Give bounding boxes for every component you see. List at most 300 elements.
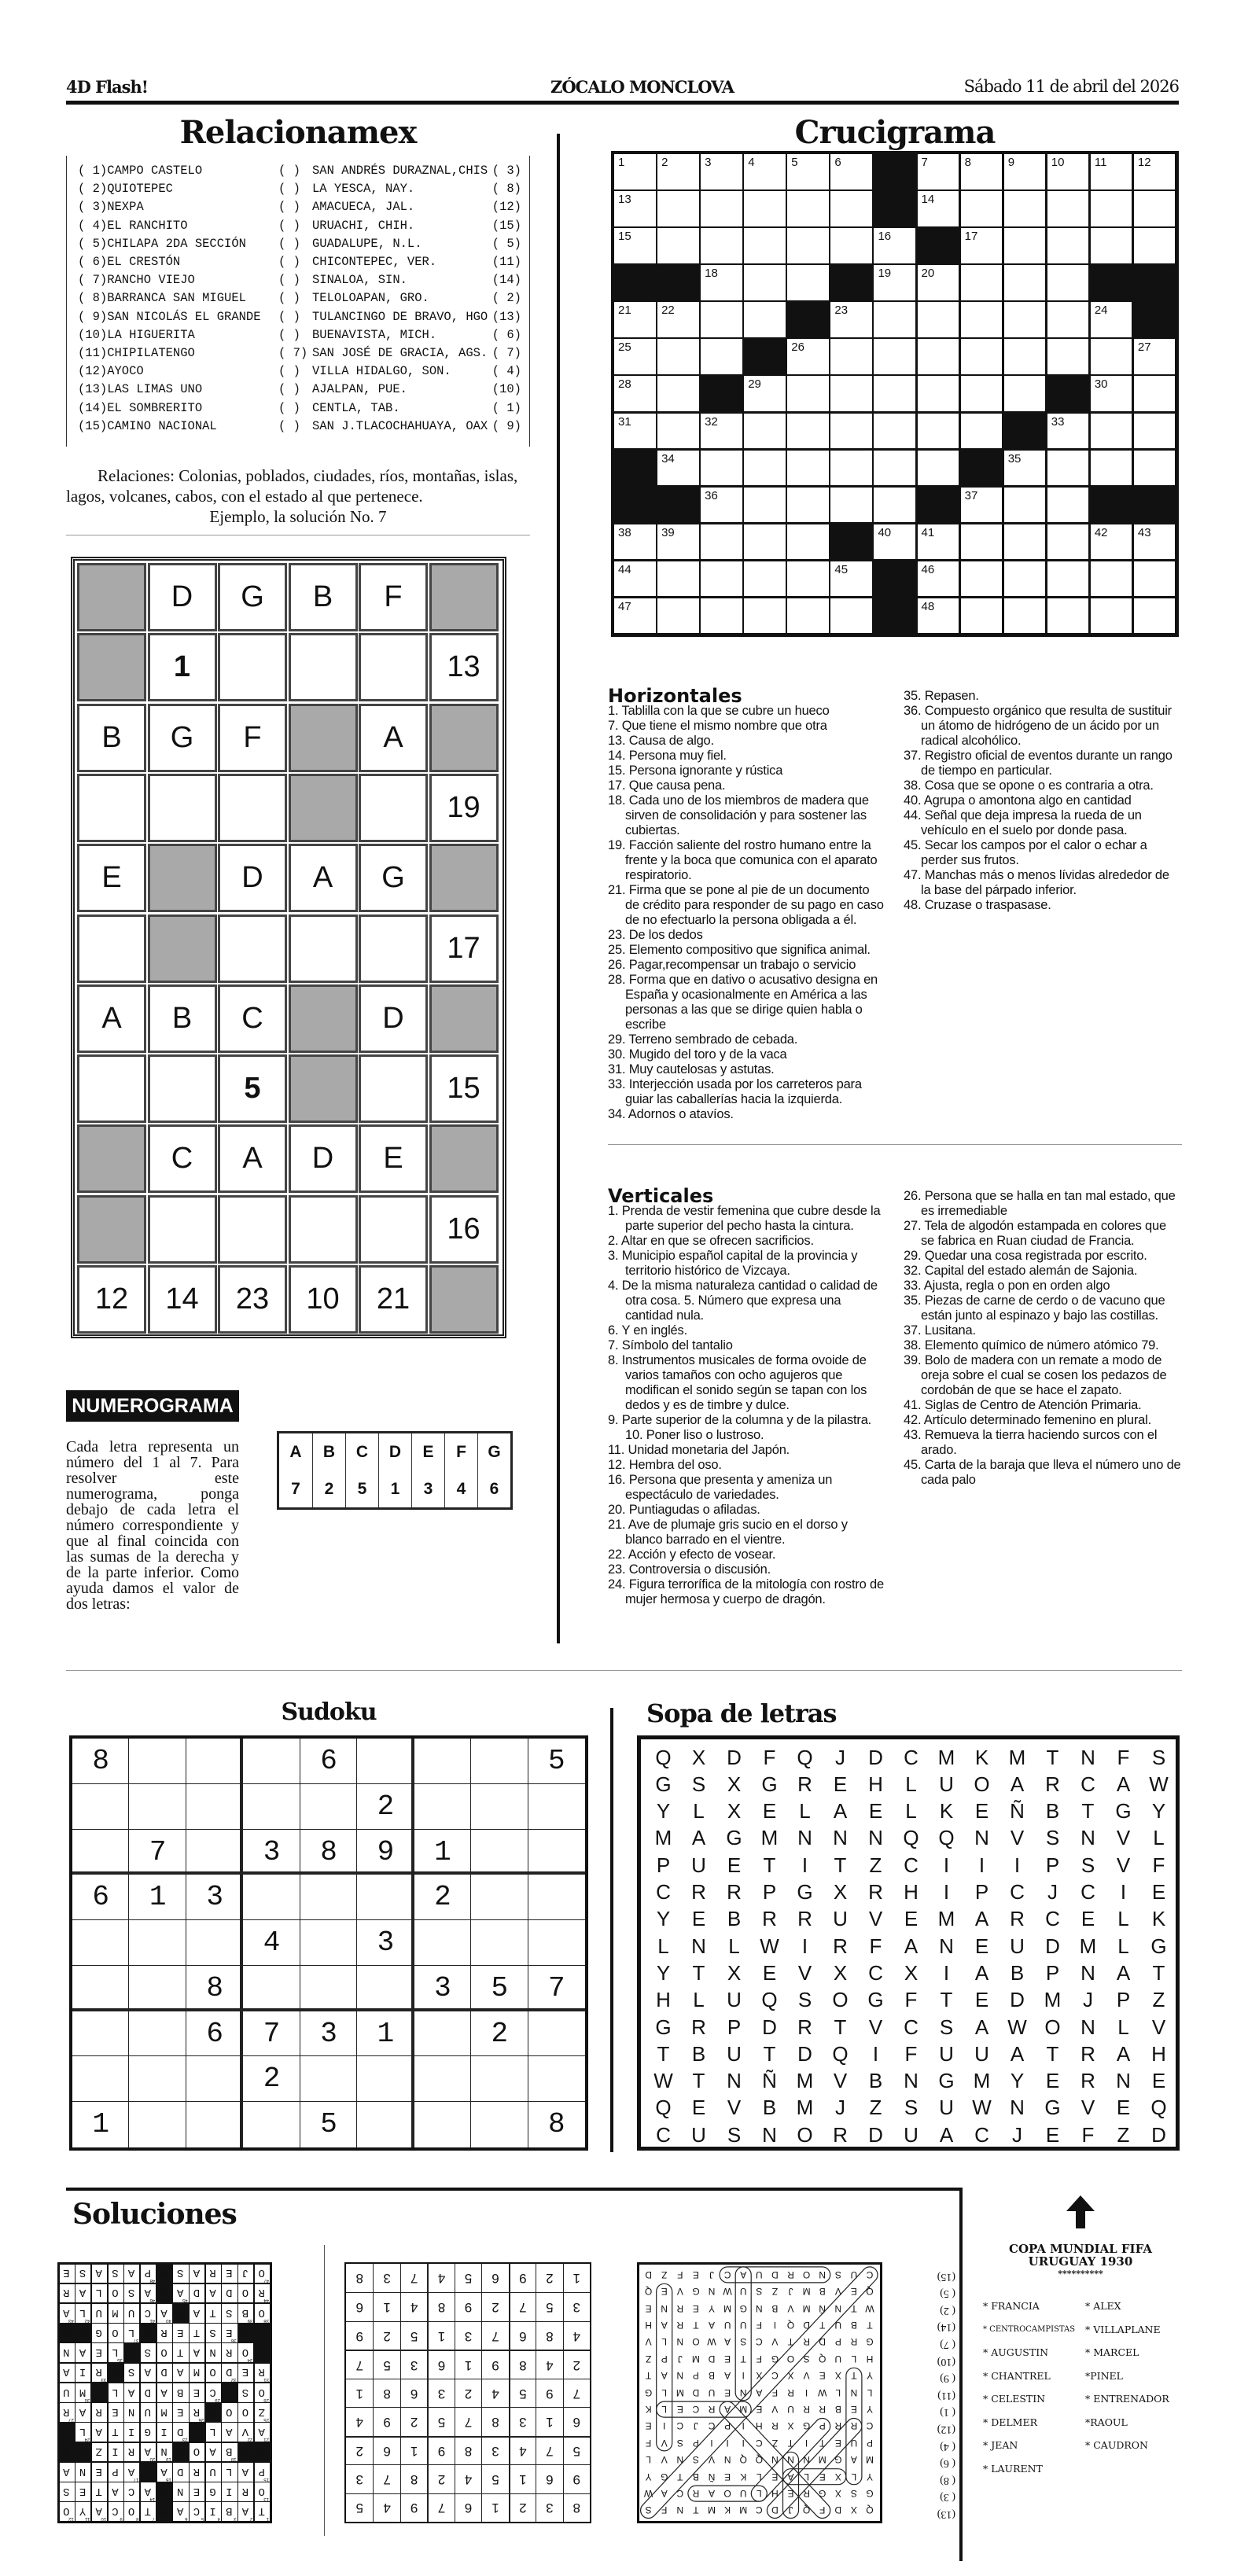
solution-letter-cell: G <box>644 2386 653 2398</box>
clue-number: 5 <box>201 2516 204 2521</box>
letter-cell: N <box>974 1826 989 1850</box>
clue-number: 7 <box>152 2516 156 2521</box>
solution-letter-cell: J <box>709 2269 714 2280</box>
solution-letter-cell: L <box>756 2471 762 2482</box>
clue: 12. Hembra del oso. <box>608 1458 722 1472</box>
sudoku-solution-cell: 9 <box>509 2264 536 2292</box>
relacionamex-row <box>78 346 521 364</box>
solution-letter-cell: C <box>866 2420 874 2432</box>
solution-letter-cell: R <box>850 2420 858 2432</box>
letter-cell: M <box>796 2096 814 2120</box>
solution-letter-cell: Q <box>644 2286 653 2298</box>
clue-number: 38 <box>263 2317 269 2323</box>
solution-letter-cell: X <box>850 2504 857 2516</box>
solution-letter-cell: R <box>692 2488 700 2500</box>
crossword-cell <box>1134 376 1176 411</box>
crossword-cell <box>1004 302 1046 337</box>
letter-cell: X <box>727 1799 742 1823</box>
crossword-cell <box>1047 524 1089 560</box>
letter-cell: Y <box>656 1907 671 1931</box>
crossword-cell <box>1091 228 1132 263</box>
crossword-solution-row: OBSTA#ACUMULA <box>53 2306 265 2319</box>
sudoku-solution-cell: 1 <box>455 2350 481 2378</box>
clue: 8. Instrumentos musicales de forma ovoide de varios tamaños con ocho agujeros que modifican el sonido según se tapan con los dedos y es de timbre y dulce. <box>608 1353 867 1412</box>
sudoku-solution-cell: 5 <box>427 2407 454 2435</box>
sudoku-solution-cell: 4 <box>536 2350 562 2378</box>
crossword-cell <box>744 191 786 226</box>
solution-letter-cell: H <box>771 2488 779 2500</box>
clue: 1. Tablilla con la que se cubre un hueco <box>608 704 830 718</box>
shaded-cell <box>429 1124 499 1193</box>
solution-letter-cell: M <box>802 2286 811 2298</box>
copa-word: * FRANCIA <box>983 2300 1040 2312</box>
crossword-cell: 4 <box>744 154 786 190</box>
crossword-cell: 44 <box>614 561 656 597</box>
clue: 23. De los dedos <box>608 928 703 942</box>
letter-cell: L <box>728 1934 740 1958</box>
relacionamex-number: ( 4) <box>491 364 521 379</box>
letter-cell: X <box>904 1960 919 1985</box>
letter-cell: U <box>833 1907 848 1931</box>
crossword-cell: 22 <box>657 302 699 337</box>
crossword-solution-row: ##BAO#NARIZ## <box>53 2445 265 2458</box>
letter-cell: X <box>691 1745 706 1769</box>
sudoku-solution-cell: 2 <box>481 2292 508 2320</box>
letter-cell: E <box>762 1799 777 1823</box>
letter-cell: Y <box>1010 2069 1025 2093</box>
solution-letter-cell: A <box>709 2488 716 2500</box>
numerograma-cell: D <box>359 984 428 1053</box>
crossword-cell: 33 <box>1047 414 1089 449</box>
letter-cell: U <box>691 2122 706 2147</box>
crossword-cell: 5 <box>787 154 829 190</box>
crossword-cell: 29 <box>744 376 786 411</box>
numerograma-cell <box>218 1195 287 1264</box>
header-rule <box>66 101 1179 105</box>
solution-letter-cell: C <box>723 2269 731 2280</box>
copa-word: *PINEL <box>1085 2369 1123 2382</box>
relacionamex-row <box>78 255 521 273</box>
numerograma-cell: C <box>148 1124 217 1193</box>
letter-cell: P <box>974 1880 989 1904</box>
letter-cell: D <box>727 1745 742 1769</box>
solution-letter-cell: B <box>819 2286 826 2298</box>
relacionamex-answer-slot: ( ) <box>278 309 300 324</box>
solution-letter-cell: N <box>739 2386 747 2398</box>
clue: 32. Capital del estado alemán de Sajonia. <box>904 1264 1138 1278</box>
crossword-cell: 40 <box>874 524 915 560</box>
relacionamex-answer-slot: ( ) <box>278 364 300 379</box>
solution-letter-cell: I <box>742 2437 745 2449</box>
solution-letter-cell: X <box>756 2370 763 2382</box>
sudoku-solution-cell: 8 <box>400 2464 427 2493</box>
letter-cell: O <box>1044 2015 1061 2039</box>
solution-letter-cell: G <box>692 2286 700 2298</box>
solution-letter-cell: L <box>804 2471 809 2482</box>
sudoku-solution-cell: 9 <box>455 2292 481 2320</box>
clue: 45. Carta de la baraja que lleva el número uno de cada palo <box>904 1458 1181 1487</box>
solution-letter-cell: N <box>708 2286 716 2298</box>
clue-number: 19 <box>166 2456 171 2462</box>
solution-letter-cell: E <box>724 2471 731 2482</box>
clue: 36. Compuesto orgánico que resulta de sustituir un átomo de hidrógeno de un ácido por un radical alcohólico. <box>904 704 1172 748</box>
solution-letter-cell: I <box>726 2437 729 2449</box>
numerograma-cell <box>218 633 287 701</box>
solution-letter-cell: N <box>676 2454 684 2466</box>
crossword-cell <box>787 376 829 411</box>
sudoku-solution-cell: 1 <box>373 2292 399 2320</box>
solution-letter-cell: E <box>692 2302 699 2314</box>
sudoku-solution-cell: 5 <box>509 2379 536 2407</box>
numerograma-cell: A <box>77 984 146 1053</box>
letter-cell: N <box>691 1934 706 1958</box>
letter-cell: R <box>762 1907 777 1931</box>
sudoku-solution-cell: 5 <box>346 2493 373 2522</box>
solution-letter-cell: A <box>724 2404 731 2416</box>
crossword-cell: 6 <box>830 154 872 190</box>
letter-cell: I <box>943 1960 950 1985</box>
shaded-cell <box>429 844 499 912</box>
solution-letter-cell: N <box>723 2454 731 2466</box>
solution-letter-cell: W <box>643 2488 653 2500</box>
crossword-cell <box>1004 524 1046 560</box>
numerograma-cell: 5 <box>218 1054 287 1123</box>
column-divider <box>610 1708 613 2152</box>
letter-cell: I <box>943 1853 950 1877</box>
letter-cell: I <box>1014 1853 1021 1877</box>
crossword-cell <box>874 302 915 337</box>
numerograma-cell: D <box>218 844 287 912</box>
relacionamex-answer-slot: ( ) <box>278 273 300 288</box>
relacionamex-place: (14)EL SOMBRERITO <box>78 400 203 415</box>
clue-number: 1 <box>266 2516 269 2521</box>
solution-letter-cell: V <box>771 2336 779 2348</box>
crossword-cell <box>657 191 699 226</box>
relacionamex-answer-slot: ( ) <box>278 327 300 342</box>
clue-number: 47 <box>263 2278 269 2283</box>
crossword-cell: 41 <box>918 524 959 560</box>
relacionamex-place: ( 9)SAN NICOLÁS EL GRANDE <box>78 309 261 324</box>
letter-cell: R <box>1045 1772 1060 1796</box>
crossword-cell <box>787 561 829 597</box>
letter-cell: O <box>832 1988 849 2012</box>
key-letter: A <box>289 1442 302 1461</box>
sudoku-row: 1 5 8 <box>92 2108 606 2141</box>
solution-letter-cell: V <box>661 2454 668 2466</box>
letter-cell: S <box>1151 1745 1166 1769</box>
sudoku-solution-cell: 5 <box>400 2321 427 2350</box>
solution-letter-cell: J <box>677 2353 683 2364</box>
numerograma-cell <box>289 1195 358 1264</box>
sudoku-solution-cell: 5 <box>373 2350 399 2378</box>
word-oval <box>657 2283 672 2451</box>
relacionamex-solution-item: ( 2) <box>940 2304 955 2317</box>
letter-cell: Q <box>903 1826 919 1850</box>
letter-cell: N <box>1080 1960 1095 1985</box>
sudoku-solution <box>344 2262 591 2523</box>
shaded-cell <box>429 704 499 772</box>
relacionamex-state: LA YESCA, NAY. <box>312 182 415 197</box>
relacionamex-row <box>78 401 521 419</box>
letter-cell: N <box>904 2069 919 2093</box>
relacionamex-state: URUACHI, CHIH. <box>312 218 415 233</box>
letter-cell: I <box>978 1853 985 1877</box>
word-oval <box>720 2267 830 2283</box>
letter-cell: R <box>1080 2069 1095 2093</box>
numerograma-cell: 21 <box>359 1265 428 1334</box>
sudoku-row: 4 3 <box>92 1926 606 1960</box>
letter-cell: E <box>727 1853 742 1877</box>
sudoku-solution-cell: 2 <box>509 2493 536 2522</box>
numerograma-cell: 23 <box>218 1265 287 1334</box>
letter-cell: G <box>655 2015 672 2039</box>
clue-number: 25 <box>263 2416 269 2422</box>
crossword-cell <box>701 339 742 374</box>
numerograma-cell: B <box>148 984 217 1053</box>
letter-cell: B <box>1010 1960 1025 1985</box>
letter-cell: U <box>904 2122 919 2147</box>
letter-cell: A <box>904 1934 919 1958</box>
solution-letter-cell: B <box>709 2370 716 2382</box>
solution-letter-cell: A <box>756 2386 763 2398</box>
relacionamex-solution-item: ( 7) <box>940 2339 955 2350</box>
solution-letter-cell: U <box>850 2269 858 2280</box>
letter-cell: A <box>691 1826 706 1850</box>
crossword-cell <box>701 561 742 597</box>
solution-letter-cell: K <box>724 2504 731 2516</box>
solution-letter-cell: H <box>645 2320 652 2331</box>
letter-cell: F <box>1117 1745 1130 1769</box>
solution-letter-cell: P <box>867 2437 874 2449</box>
crossword-cell: 16 <box>874 228 915 263</box>
solution-letter-cell: M <box>691 2353 700 2364</box>
crossword-cell <box>1134 228 1176 263</box>
solution-letter-cell: D <box>819 2336 826 2348</box>
letter-cell: F <box>1152 1853 1165 1877</box>
black-square <box>787 302 829 337</box>
relacionamex-number: (10) <box>491 382 521 397</box>
solution-letter-cell: P <box>692 2437 699 2449</box>
letter-cell: L <box>1117 2015 1129 2039</box>
solution-letter-cell: G <box>739 2302 747 2314</box>
crossword-cell: 7 <box>918 154 959 190</box>
crossword-cell <box>961 339 1003 374</box>
letter-cell: F <box>904 1988 918 2012</box>
relacionamex-state: SINALOA, SIN. <box>312 273 407 288</box>
sudoku-solution-cell: 8 <box>427 2292 454 2320</box>
relacionamex-state: SAN ANDRÉS DURAZNAL,CHIS <box>312 164 488 178</box>
crossword-cell: 18 <box>701 265 742 300</box>
numerograma-cell <box>359 1195 428 1264</box>
solution-letter-cell: R <box>850 2336 858 2348</box>
relacionamex-place: ( 5)CHILAPA 2DA SECCIÓN <box>78 236 246 251</box>
copa-word: * AUGUSTIN <box>983 2346 1049 2358</box>
solution-letter-cell: Q <box>755 2454 763 2466</box>
letter-cell: D <box>762 2015 777 2039</box>
sudoku-solution-cell: 8 <box>509 2350 536 2378</box>
numerograma-cell: C <box>218 984 287 1053</box>
numerograma-cell: 10 <box>289 1265 358 1334</box>
crossword-cell <box>874 451 915 486</box>
crossword-cell <box>830 488 872 523</box>
clue: 31. Muy cautelosas y astutas. <box>608 1062 775 1076</box>
crossword-grid <box>611 151 1179 637</box>
crossword-cell <box>1004 191 1046 226</box>
solution-letter-cell: N <box>755 2302 763 2314</box>
copa-word: *RAOUL <box>1085 2416 1128 2428</box>
sudoku-row: 2 <box>92 2063 606 2096</box>
crossword-cell: 27 <box>1134 339 1176 374</box>
sudoku-solution-cell: 7 <box>509 2292 536 2320</box>
solution-letter-cell: U <box>723 2320 731 2331</box>
solution-letter-cell: U <box>787 2404 794 2416</box>
letter-cell: E <box>762 1960 777 1985</box>
solution-letter-cell: U <box>755 2269 763 2280</box>
solution-letter-cell: F <box>819 2504 826 2516</box>
solution-letter-cell: T <box>693 2504 699 2516</box>
clue: 34. Adornos o atavíos. <box>608 1107 734 1121</box>
solution-letter-cell: G <box>771 2353 779 2364</box>
relacionamex-answer-slot: ( 7) <box>278 346 308 360</box>
black-square <box>1047 376 1089 411</box>
clue-number: 22 <box>247 2437 253 2442</box>
crossword-cell <box>701 302 742 337</box>
relacionamex-solution-item: (11) <box>937 2389 955 2401</box>
crossword-cell: 19 <box>874 265 915 300</box>
black-square <box>1134 265 1176 300</box>
relacionamex-state: CHICONTEPEC, VER. <box>312 255 437 269</box>
solution-letter-cell: Z <box>645 2353 652 2364</box>
letter-cell: U <box>939 2096 954 2120</box>
relacionamex-row <box>78 364 521 382</box>
shaded-cell <box>289 984 358 1053</box>
letter-cell: J <box>1083 1988 1093 2012</box>
letter-cell: W <box>760 1934 779 1958</box>
solution-letter-cell: I <box>804 2437 808 2449</box>
solution-letter-cell: D <box>692 2386 700 2398</box>
clue-number: 26 <box>198 2416 204 2422</box>
relacionamex-place: ( 7)RANCHO VIEJO <box>78 273 195 288</box>
letter-cell: L <box>657 1934 669 1958</box>
clue-number: 4 <box>217 2516 220 2521</box>
relacionamex-row <box>78 291 521 309</box>
crossword-cell <box>744 488 786 523</box>
divider <box>66 1670 1182 1671</box>
solution-letter-cell: F <box>756 2320 762 2331</box>
found-word-ovals <box>639 2265 880 2521</box>
relacionamex-solution-item: ( 9) <box>940 2372 955 2385</box>
relacionamex-number: ( 1) <box>491 400 521 415</box>
letter-cell: T <box>834 1853 847 1877</box>
crossword-cell <box>830 339 872 374</box>
clue: 38. Cosa que se opone o es contraria a otra. <box>904 778 1154 793</box>
copa-word: * CELESTIN <box>983 2393 1046 2405</box>
letter-cell: R <box>868 1880 883 1904</box>
letter-cell: D <box>1010 1988 1025 2012</box>
letter-cell: T <box>763 1853 776 1877</box>
crossword-cell <box>1004 376 1046 411</box>
solution-letter-cell: Z <box>771 2286 779 2298</box>
crossword-cell <box>787 524 829 560</box>
letter-cell: F <box>904 2041 918 2066</box>
clue-number: 2 <box>249 2516 253 2521</box>
solution-letter-cell: P <box>834 2336 841 2348</box>
sopa-title: Sopa de letras <box>646 1698 837 1728</box>
letter-cell: B <box>868 2069 883 2093</box>
solution-letter-cell: J <box>788 2286 793 2298</box>
letter-cell: O <box>974 1772 990 1796</box>
solution-letter-cell: S <box>850 2488 857 2500</box>
letter-cell: Q <box>797 1745 813 1769</box>
crossword-cell: 15 <box>614 228 656 263</box>
letter-cell: A <box>974 1907 989 1931</box>
solution-letter-cell: R <box>803 2488 810 2500</box>
clue-number: 11 <box>85 2516 90 2521</box>
sudoku-solution-cell: 4 <box>346 2407 373 2435</box>
solution-letter-cell: Q <box>802 2504 811 2516</box>
crossword-cell: 1 <box>614 154 656 190</box>
letter-cell: P <box>1045 1853 1060 1877</box>
sudoku-solution-cell: 9 <box>481 2350 508 2378</box>
crossword-cell <box>1004 228 1046 263</box>
numerograma-cell <box>359 633 428 701</box>
clue: 37. Registro oficial de eventos durante un rango de tiempo en particular. <box>904 749 1173 778</box>
sudoku-solution-cell: 4 <box>373 2493 399 2522</box>
solution-letter-cell: V <box>645 2336 652 2348</box>
letter-cell: M <box>760 1826 779 1850</box>
relacionamex-row <box>78 182 521 200</box>
shaded-cell <box>429 1265 499 1334</box>
clue: 9. Parte superior de la columna y de la pilastra. 10. Poner liso o lustroso. <box>608 1413 872 1442</box>
solution-letter-cell: N <box>803 2454 810 2466</box>
numerograma-cell <box>77 914 146 983</box>
crossword-cell <box>961 598 1003 634</box>
crossword-cell: 25 <box>614 339 656 374</box>
numerograma-instructions: Cada letra representa un número del 1 al 7. Para resolver este numerograma, ponga debajo de cada letra el número correspondiente y que al final coincida con las sumas de la derecha y de la parte inferior. Como ayuda damos el valor de dos letras: <box>66 1438 239 1613</box>
numerograma-cell: 19 <box>429 774 499 842</box>
letter-cell: D <box>1045 1934 1060 1958</box>
letter-cell: U <box>939 2041 954 2066</box>
clue: 28. Forma que en dativo o acusativo designa en España y ocasionalmente en América a las personas a las que se dirige quien habla o escribe <box>608 973 878 1032</box>
relacionamex-answer-slot: ( ) <box>278 382 300 397</box>
clue-number: 28 <box>263 2397 269 2402</box>
sudoku-solution-cell: 1 <box>509 2464 536 2493</box>
copa-words-col2 <box>1085 2294 1187 2457</box>
relacionamex-state: SAN JOSÉ DE GRACIA, AGS. <box>312 346 488 360</box>
letter-cell: C <box>1080 1880 1095 1904</box>
letter-cell: P <box>1045 1960 1060 1985</box>
clue: 29. Terreno sembrado de cebada. <box>608 1032 798 1047</box>
vertical-clues <box>608 1185 1182 1629</box>
black-square <box>1091 488 1132 523</box>
letter-cell: Z <box>1117 2122 1130 2147</box>
black-square <box>1134 302 1176 337</box>
crossword-cell: 12 <box>1134 154 1176 190</box>
relacionamex-answer-slot: ( ) <box>278 164 300 178</box>
sudoku-solution-cell: 2 <box>400 2407 427 2435</box>
clue: 22. Acción y efecto de vosear. <box>608 1547 776 1562</box>
letter-cell: V <box>1116 1826 1131 1850</box>
solution-letter-cell: D <box>834 2504 842 2516</box>
sudoku-solution-cell: 9 <box>400 2493 427 2522</box>
clue-number: 16 <box>166 2476 171 2482</box>
relacionamex-state: VILLA HIDALGO, SON. <box>312 364 451 379</box>
solution-letter-cell: S <box>740 2336 747 2348</box>
solution-letter-cell: Y <box>867 2370 874 2382</box>
sudoku-solution-cell: 1 <box>536 2407 562 2435</box>
crossword-cell <box>1091 451 1132 486</box>
sudoku-solution-cell: 2 <box>563 2350 590 2378</box>
